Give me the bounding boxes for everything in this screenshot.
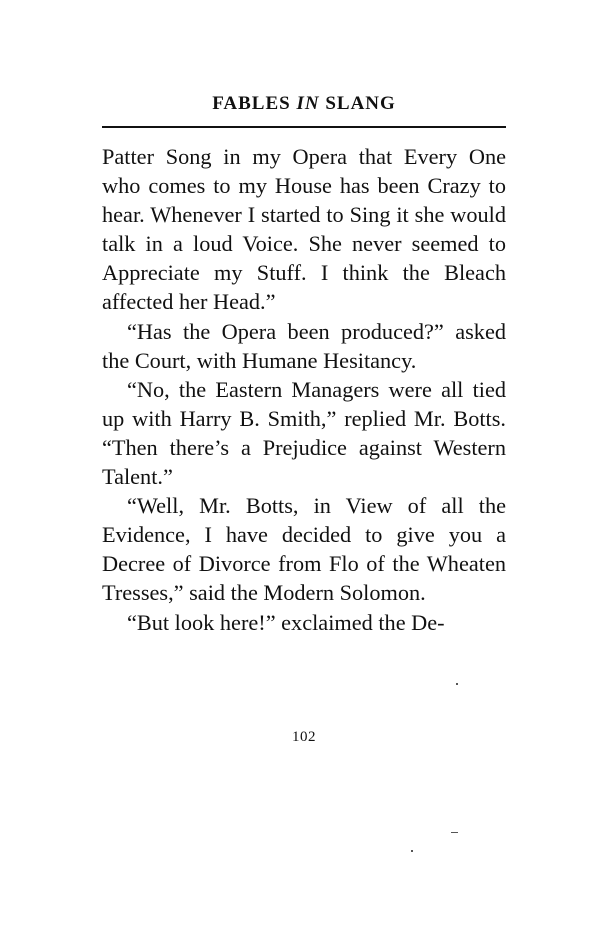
scan-speck: [451, 832, 458, 833]
paragraph: “No, the Eastern Managers were all tied up with Harry B. Smith,” replied Mr. Botts. “Then there’s a Prejudice against Western Talent.”: [102, 376, 506, 490]
running-header: [102, 93, 506, 115]
header-text-after: SLANG: [319, 93, 396, 114]
paragraph: “But look here!” exclaimed the De-: [127, 609, 445, 635]
header-text-italic: IN: [296, 93, 320, 114]
header-text-before: FABLES: [212, 93, 297, 114]
body-text: [102, 142, 506, 637]
paragraph: Patter Song in my Opera that Every One who comes to my House has been Crazy to hear. Whenever I started to Sing it she would talk in a loud Voice. She never seemed to Appreciate my Stuff. I think the Bleach affected her Head.”: [102, 144, 506, 315]
scan-speck: [411, 850, 413, 852]
page-number: 102: [292, 729, 316, 745]
scan-speck: [456, 683, 458, 685]
header-rule: [102, 126, 506, 128]
paragraph: “Well, Mr. Botts, in View of all the Evidence, I have decided to give you a Decree of Divorce from Flo of the Wheaten Tresses,” said the Modern Solomon.: [102, 493, 506, 606]
paragraph: “Has the Opera been produced?” asked the Court, with Humane Hesitancy.: [102, 318, 506, 373]
